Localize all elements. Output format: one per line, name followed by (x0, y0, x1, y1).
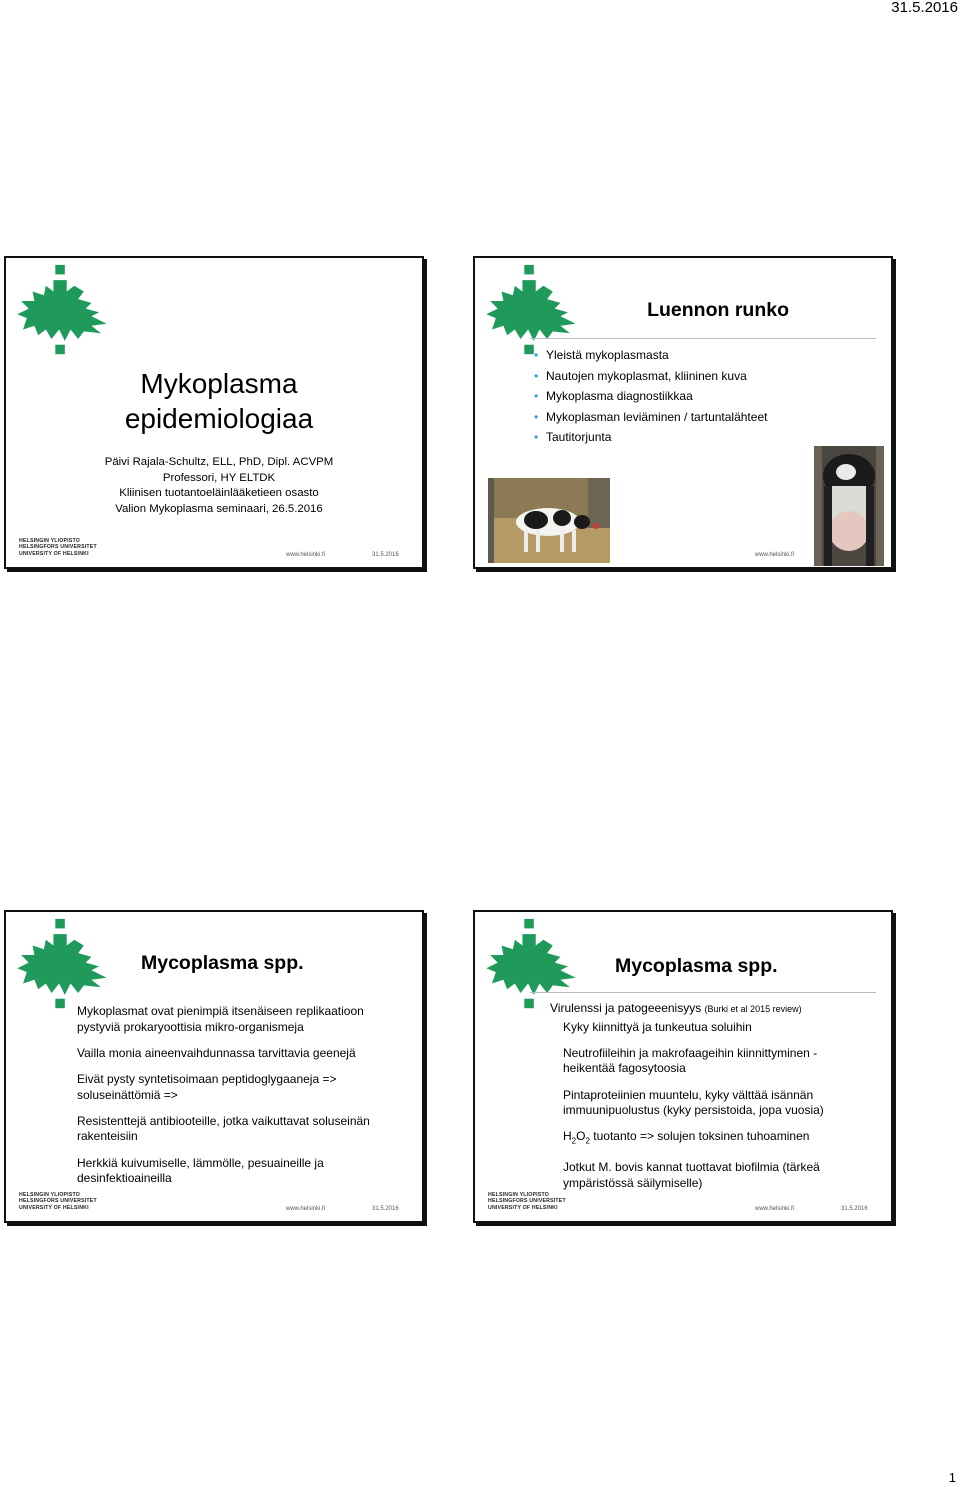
h2o2-sub: 2 (585, 1136, 590, 1146)
title-divider (530, 338, 876, 339)
body-paragraph: Herkkiä kuivumiselle, lämmölle, pesuaineille ja desinfektioaineilla (77, 1155, 324, 1186)
helsinki-flame-logo-icon (9, 917, 114, 1012)
title-divider (530, 992, 876, 993)
virulence-item: Jotkut M. bovis kannat tuottavat biofilmia (tärkeä ympäristössä säilymiselle) (563, 1159, 820, 1190)
slide-3 (4, 910, 424, 1223)
university-name (19, 1192, 97, 1211)
slide-2-title: Luennon runko (647, 299, 789, 321)
heading-text: Virulenssi ja patogeeenisyys (550, 1001, 702, 1015)
slide-1-title-line-2: epidemiologiaa (124, 403, 314, 434)
university-name-fi: HELSINGIN YLIOPISTO (488, 1191, 549, 1198)
h2o2-h: H (563, 1129, 572, 1144)
body-paragraph: Eivät pysty syntetisoimaan peptidoglygaaneja => soluseinättömiä => (77, 1071, 337, 1102)
author-line: Professori, HY ELTDK (162, 471, 276, 484)
virulence-item-h2o2 (563, 1129, 870, 1149)
university-name-en: UNIVERSITY OF HELSINKI (19, 550, 89, 557)
page-date: 31.5.2016 (891, 0, 958, 16)
author-line: Valion Mykoplasma seminaari, 26.5.2016 (115, 502, 323, 515)
footer-url: www.helsinki.fi (286, 1206, 326, 1212)
heading-reference: (Burki et al 2015 review) (704, 1004, 802, 1014)
outline-item: • Yleistä mykoplasmasta (534, 348, 767, 369)
footer-date: 31.5.2016 (372, 552, 399, 558)
outline-item: • Nautojen mykoplasmat, kliininen kuva (534, 369, 767, 390)
virulence-heading (550, 1001, 870, 1018)
h2o2-o: O (576, 1129, 586, 1144)
university-name-fi: HELSINGIN YLIOPISTO (19, 1191, 80, 1198)
university-name-en: UNIVERSITY OF HELSINKI (488, 1204, 558, 1211)
author-line: Päivi Rajala-Schultz, ELL, PhD, Dipl. ACVPM (104, 456, 334, 468)
outline-item: • Mykoplasma diagnostiikkaa (534, 389, 767, 410)
university-name (488, 1192, 566, 1211)
page-number: 1 (948, 1470, 956, 1485)
slide-4-title: Mycoplasma spp. (615, 955, 778, 977)
outline-item: • Mykoplasman leviäminen / tartuntalähteet (534, 410, 767, 431)
h2o2-sub: 2 (571, 1136, 577, 1146)
university-name-fi: HELSINGIN YLIOPISTO (19, 537, 80, 544)
helsinki-flame-logo-icon (9, 263, 114, 358)
virulence-item: Neutrofiileihin ja makrofaageihin kiinnittyminen - heikentää fagosytoosia (563, 1045, 818, 1076)
slide-3-title: Mycoplasma spp. (141, 952, 304, 974)
footer-url: www.helsinki.fi (755, 1206, 795, 1212)
virulence-item: Kyky kiinnittyä ja tunkeutua soluihin (563, 1019, 752, 1034)
helsinki-flame-logo-icon (478, 917, 583, 1012)
footer-url: www.helsinki.fi (755, 552, 795, 558)
virulence-item: Pintaproteiinien muuntelu, kyky välttää isännän immuunipuolustus (kyky persistoida, jopa vuosia) (563, 1087, 824, 1118)
cow-udder-photo (814, 446, 884, 566)
slide-2 (473, 256, 893, 569)
outline-item: • Tautitorjunta (534, 430, 767, 451)
university-name-sv: HELSINGFORS UNIVERSITET (19, 1198, 97, 1205)
body-paragraph: Mykoplasmat ovat pienimpiä itsenäiseen replikaatioon pystyviä prokaryoottisia mikro-organismeja (77, 1004, 364, 1034)
slide-1-title (6, 366, 424, 436)
university-name-sv: HELSINGFORS UNIVERSITET (488, 1198, 566, 1205)
slide-1-title-line-1: Mykoplasma (140, 368, 298, 399)
outline-list (534, 348, 767, 451)
slide-1 (4, 256, 424, 569)
slide-1-author-block (6, 455, 424, 517)
author-line: Kliinisen tuotantoeläinlääketieen osasto (119, 487, 319, 500)
slide-4 (473, 910, 893, 1223)
university-name-sv: HELSINGFORS UNIVERSITET (19, 544, 97, 551)
h2o2-text: tuotanto => solujen toksinen tuhoaminen (589, 1129, 810, 1144)
footer-date: 31.5.2016 (372, 1206, 399, 1212)
body-paragraph: Resistenttejä antibiooteille, jotka vaikuttavat soluseinän rakenteisiin (77, 1113, 370, 1144)
footer-date: 31.5.2016 (841, 1206, 868, 1212)
slide-3-body (77, 1004, 397, 1197)
calf-photo (488, 478, 610, 563)
slide-4-body (550, 1001, 870, 1202)
university-name-en: UNIVERSITY OF HELSINKI (19, 1204, 89, 1211)
body-paragraph: Vailla monia aineenvaihdunnassa tarvittavia geenejä (77, 1045, 356, 1060)
footer-url: www.helsinki.fi (286, 552, 326, 558)
university-name (19, 538, 97, 557)
